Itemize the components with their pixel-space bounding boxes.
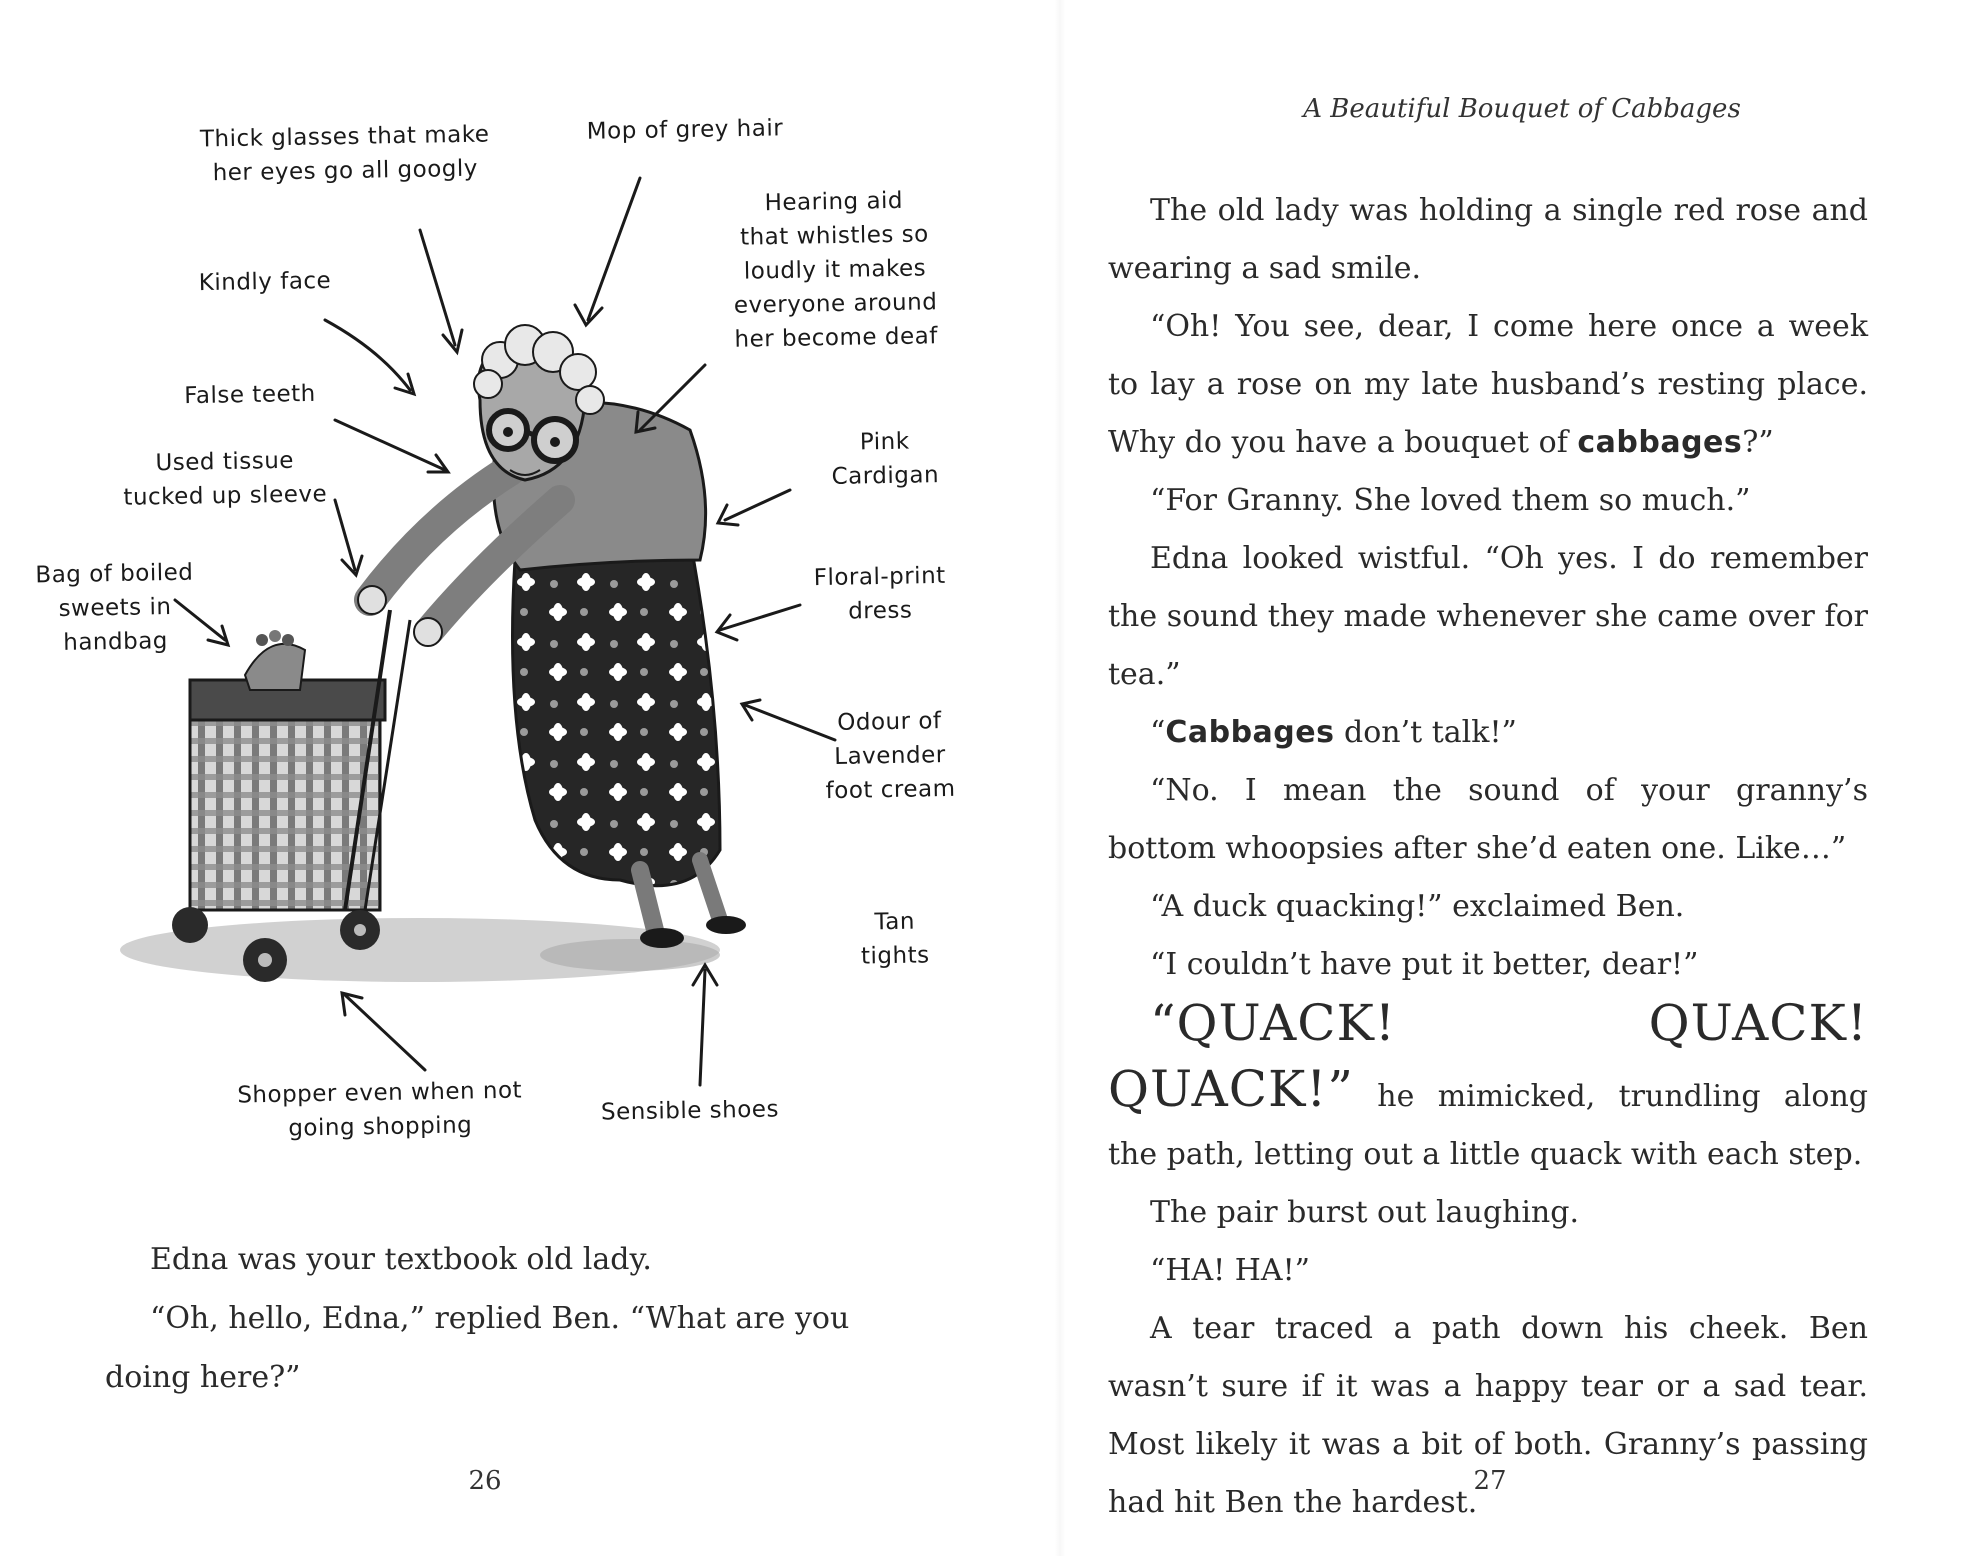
text-span: “Oh! You see, dear, I come here once a week to lay a rose on my late husband’s resting place. Why do you have a bouquet of bbox=[1108, 309, 1868, 460]
text-span: don’t talk!” bbox=[1334, 715, 1517, 750]
paragraph: A tear traced a path down his cheek. Ben wasn’t sure if it was a happy tear or a sad tear. Most likely it was a bit of both. Granny’s passing had hit Ben the hardest. bbox=[1108, 1311, 1868, 1520]
paragraph bbox=[1108, 298, 1868, 472]
label-pink-cardigan: Pink Cardigan bbox=[831, 428, 940, 490]
text-span: ?” bbox=[1742, 425, 1774, 460]
paragraph: “I couldn’t have put it better, dear!” bbox=[1150, 947, 1699, 982]
label-grey-hair: Mop of grey hair bbox=[586, 115, 784, 145]
paragraph: Edna looked wistful. “Oh yes. I do remember the sound they made whenever she came over for tea.” bbox=[1108, 541, 1868, 692]
label-shopper: Shopper even when not going shopping bbox=[237, 1077, 523, 1142]
label-sensible-shoes: Sensible shoes bbox=[600, 1096, 780, 1126]
quack-shout: “QUACK! QUACK! QUACK!” bbox=[1108, 994, 1868, 1118]
running-head: A Beautiful Bouquet of Cabbages bbox=[1303, 94, 1741, 124]
left-paragraph: Edna was your textbook old lady. bbox=[150, 1242, 652, 1277]
paragraph: “For Granny. She loved them so much.” bbox=[1150, 483, 1751, 518]
label-boiled-sweets: Bag of boiled sweets in handbag bbox=[35, 559, 194, 656]
paragraph: The pair burst out laughing. bbox=[1150, 1195, 1579, 1230]
paragraph: “A duck quacking!” exclaimed Ben. bbox=[1150, 889, 1685, 924]
left-paragraph: “Oh, hello, Edna,” replied Ben. “What are you doing here?” bbox=[105, 1301, 850, 1395]
label-false-teeth: False teeth bbox=[184, 380, 316, 410]
cabbages-word: Cabbages bbox=[1165, 715, 1335, 750]
text-span: he mimicked, trundling along the path, letting out a little quack with each step. bbox=[1108, 1079, 1868, 1172]
paragraph bbox=[1108, 994, 1868, 1184]
floral-dress bbox=[513, 533, 721, 885]
paragraph bbox=[1108, 704, 1868, 762]
label-thick-glasses: Thick glasses that make her eyes go all googly bbox=[199, 121, 490, 187]
label-tan-tights: Tan tights bbox=[860, 908, 930, 970]
text-span: “ bbox=[1150, 715, 1166, 750]
label-kindly-face: Kindly face bbox=[198, 267, 332, 297]
handbag bbox=[245, 630, 305, 690]
paragraph: “No. I mean the sound of your granny’s bottom whoopsies after she’d eaten one. Like…” bbox=[1108, 773, 1868, 866]
page-number-left: 26 bbox=[468, 1466, 502, 1496]
cabbages-word: cabbages bbox=[1577, 425, 1743, 460]
label-used-tissue: Used tissue tucked up sleeve bbox=[123, 447, 328, 511]
page-number-right: 27 bbox=[1473, 1466, 1507, 1496]
label-lavender-odour: Odour of Lavender foot cream bbox=[825, 708, 956, 805]
ground-shadow bbox=[120, 918, 720, 982]
paragraph: “HA! HA!” bbox=[1150, 1253, 1310, 1288]
paragraph: The old lady was holding a single red rose and wearing a sad smile. bbox=[1108, 193, 1868, 286]
label-hearing-aid: Hearing aid that whistles so loudly it makes everyone around her become deaf bbox=[733, 187, 939, 353]
right-body-text bbox=[1108, 182, 1868, 1532]
label-floral-dress: Floral-print dress bbox=[813, 562, 946, 625]
left-body-text bbox=[105, 1230, 870, 1407]
